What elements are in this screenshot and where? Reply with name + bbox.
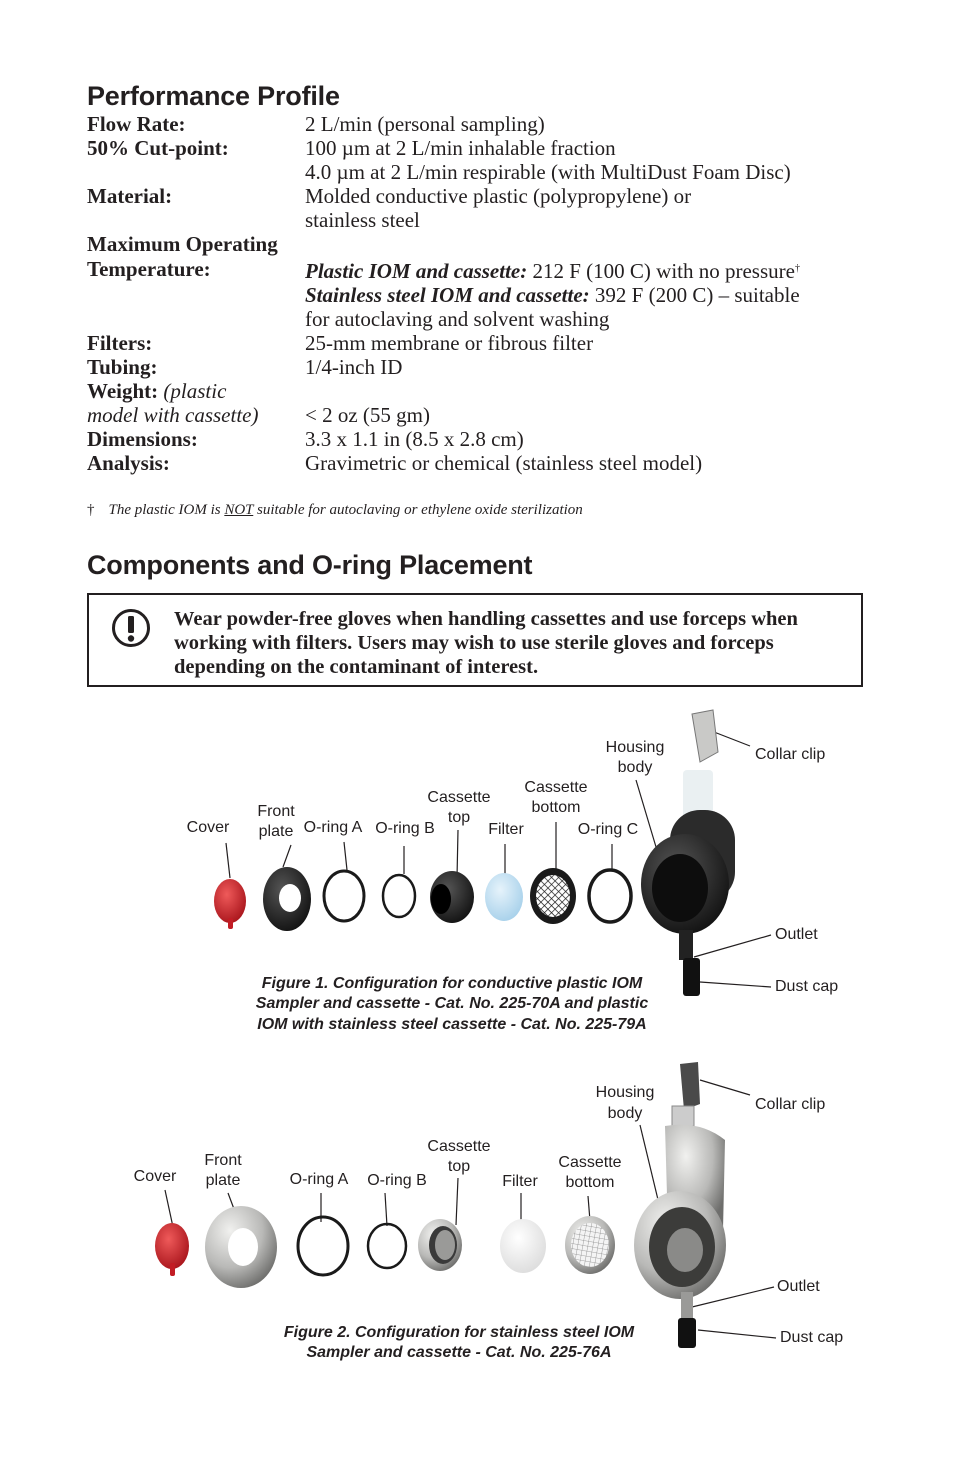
analysis-row: Analysis: Gravimetric or chemical (stainless steel model) (87, 451, 703, 476)
fig2-label-front-plate: Front (204, 1152, 242, 1169)
figure-1-cassette-bottom (530, 868, 576, 924)
figure-2-cassette-bottom (565, 1216, 615, 1274)
figure-1-caption-line-3: IOM with stainless steel cassette - Cat. No. 225-79A (257, 1016, 647, 1033)
figure-1-caption-line-2: Sampler and cassette - Cat. No. 225-70A and plastic (255, 995, 649, 1012)
fig2-label-housing-body-2: body (607, 1105, 643, 1122)
label-oring-a: O-ring A (303, 819, 363, 836)
fig2-label-oring-a: O-ring A (289, 1171, 349, 1188)
figure-2-oring-b (368, 1224, 406, 1268)
label-dust-cap: Dust cap (775, 978, 839, 995)
temperature-row: Temperature: Plastic IOM and cassette: 212 F (100 C) with no pressure† (87, 256, 800, 283)
fig2-label-cassette-top-2: top (447, 1158, 471, 1175)
fig2-label-dust-cap: Dust cap (780, 1329, 844, 1346)
figure-2-housing-body (634, 1062, 726, 1348)
flow-rate-row: Flow Rate: 2 L/min (personal sampling) (87, 112, 545, 136)
figure-2-front-plate (205, 1206, 277, 1288)
footnote: † The plastic IOM is NOT suitable for autoclaving or ethylene oxide sterilization (87, 502, 583, 518)
warning-text: Wear powder-free gloves when handling cassettes and use forceps when working with filters. Users may wish to use sterile gloves and forceps depending on the contaminant of interest. (174, 608, 798, 678)
material-row-2: stainless steel (305, 208, 420, 233)
figure-1-oring-b (383, 875, 415, 917)
performance-heading: Performance Profile (87, 81, 340, 111)
filters-row: Filters: 25-mm membrane or fibrous filter (87, 330, 594, 355)
figure-2-caption-line-1: Figure 2. Configuration for stainless steel IOM (283, 1324, 635, 1341)
fig2-label-oring-b: O-ring B (367, 1172, 427, 1189)
label-cassette-bottom-2: bottom (531, 799, 581, 816)
figure-2-cassette-top (418, 1219, 462, 1271)
label-housing-body: Housing (605, 739, 665, 756)
fig2-label-housing-body: Housing (595, 1084, 655, 1101)
label-filter: Filter (488, 821, 524, 838)
fig2-label-cover: Cover (133, 1168, 177, 1185)
label-oring-b: O-ring B (375, 820, 435, 837)
weight-row-2: model with cassette) < 2 oz (55 gm) (87, 403, 430, 428)
label-cassette-top-2: top (447, 809, 471, 826)
figure-2-filter (500, 1219, 546, 1273)
material-row: Material: Molded conductive plastic (polypropylene) or (87, 184, 692, 209)
temperature-row-2: Stainless steel IOM and cassette: 392 F (200 C) – suitable (305, 282, 800, 307)
label-oring-c: O-ring C (577, 821, 639, 838)
label-cassette-bottom: Cassette (524, 779, 588, 796)
figure-1-oring-c (589, 870, 631, 922)
fig2-label-filter: Filter (502, 1173, 538, 1190)
fig2-label-cassette-bottom-2: bottom (565, 1174, 615, 1191)
figure-1-caption-line-1: Figure 1. Configuration for conductive plastic IOM (261, 975, 643, 992)
label-outlet: Outlet (775, 926, 818, 943)
temperature-row-3: for autoclaving and solvent washing (305, 306, 610, 331)
label-collar-clip: Collar clip (755, 746, 826, 763)
figure-1-cassette-top (430, 871, 474, 923)
label-cassette-top: Cassette (427, 789, 491, 806)
fig2-label-cassette-top: Cassette (427, 1138, 491, 1155)
components-heading: Components and O-ring Placement (87, 550, 533, 580)
cut-point-row-2: 4.0 µm at 2 L/min respirable (with MultiDust Foam Disc) (305, 160, 791, 185)
fig2-label-collar-clip: Collar clip (755, 1096, 826, 1113)
weight-row: Weight: (plastic (87, 379, 227, 404)
max-temp-row: Maximum Operating (87, 232, 278, 257)
cut-point-row: 50% Cut-point: 100 µm at 2 L/min inhalable fraction (87, 136, 616, 161)
figure-2-caption-line-2: Sampler and cassette - Cat. No. 225-76A (306, 1344, 612, 1361)
figure-1-front-plate (263, 867, 311, 931)
fig2-label-outlet: Outlet (777, 1278, 820, 1295)
figure-2-cover (155, 1223, 189, 1276)
label-housing-body-2: body (617, 759, 653, 776)
label-cover: Cover (186, 819, 230, 836)
figure-1-cover (214, 879, 246, 929)
label-front-plate-2: plate (258, 823, 294, 840)
dimensions-row: Dimensions: 3.3 x 1.1 in (8.5 x 2.8 cm) (87, 427, 524, 452)
fig2-label-front-plate-2: plate (205, 1172, 241, 1189)
figure-1-labels (187, 739, 839, 995)
fig2-label-cassette-bottom: Cassette (558, 1154, 622, 1171)
figure-1-filter (485, 873, 523, 921)
label-front-plate: Front (257, 803, 295, 820)
tubing-row: Tubing: 1/4-inch ID (87, 354, 403, 379)
figure-1-oring-a (324, 871, 364, 921)
figure-2-oring-a (298, 1217, 348, 1275)
